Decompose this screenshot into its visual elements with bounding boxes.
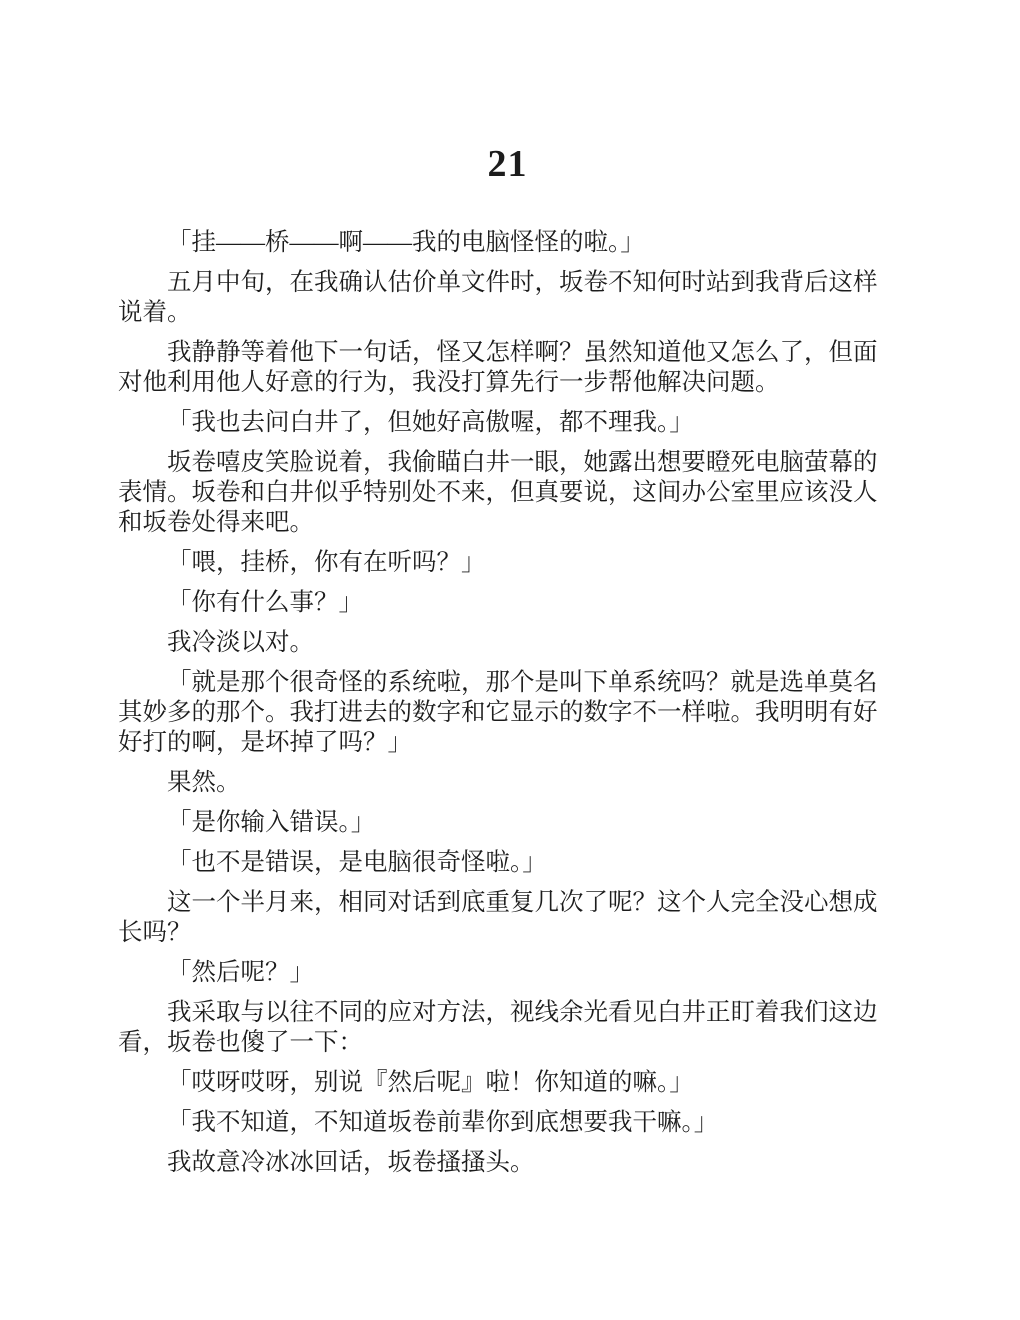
paragraph: 我故意冷冰冰回话，坂卷搔搔头。 <box>167 1149 535 1176</box>
chapter-body <box>118 228 897 1178</box>
paragraph: 「喂，挂桥，你有在听吗？」 <box>167 549 486 576</box>
paragraph: 「挂——桥——啊——我的电脑怪怪的啦。」 <box>167 229 645 256</box>
paragraph: 这一个半月来，相同对话到底重复几次了呢？这个人完全没心想成长吗？ <box>118 889 878 946</box>
paragraph: 「是你输入错误。」 <box>167 809 376 836</box>
paragraph: 「然后呢？」 <box>167 959 314 986</box>
paragraph: 五月中旬，在我确认估价单文件时，坂卷不知何时站到我背后这样说着。 <box>118 269 878 326</box>
paragraph: 我冷淡以对。 <box>167 629 314 656</box>
chapter-number: 21 <box>487 143 528 185</box>
paragraph: 「我也去问白井了，但她好高傲喔，都不理我。」 <box>167 409 694 436</box>
paragraph: 我静静等着他下一句话，怪又怎样啊？虽然知道他又怎么了，但面对他利用他人好意的行为，我没打算先行一步帮他解决问题。 <box>118 339 878 396</box>
paragraph: 「我不知道，不知道坂卷前辈你到底想要我干嘛。」 <box>167 1109 719 1136</box>
paragraph: 「就是那个很奇怪的系统啦，那个是叫下单系统吗？就是选单莫名其妙多的那个。我打进去的数字和它显示的数字不一样啦。我明明有好好打的啊，是坏掉了吗？」 <box>118 669 878 756</box>
paragraph: 「也不是错误，是电脑很奇怪啦。」 <box>167 849 547 876</box>
paragraph: 「哎呀哎呀，别说『然后呢』啦！你知道的嘛。」 <box>167 1069 694 1096</box>
paragraph: 坂卷嘻皮笑脸说着，我偷瞄白井一眼，她露出想要瞪死电脑萤幕的表情。坂卷和白井似乎特别处不来，但真要说，这间办公室里应该没人和坂卷处得来吧。 <box>118 449 878 536</box>
paragraph: 我采取与以往不同的应对方法，视线余光看见白井正盯着我们这边看，坂卷也傻了一下： <box>118 999 878 1056</box>
paragraph: 果然。 <box>167 769 241 796</box>
paragraph: 「你有什么事？」 <box>167 589 363 616</box>
